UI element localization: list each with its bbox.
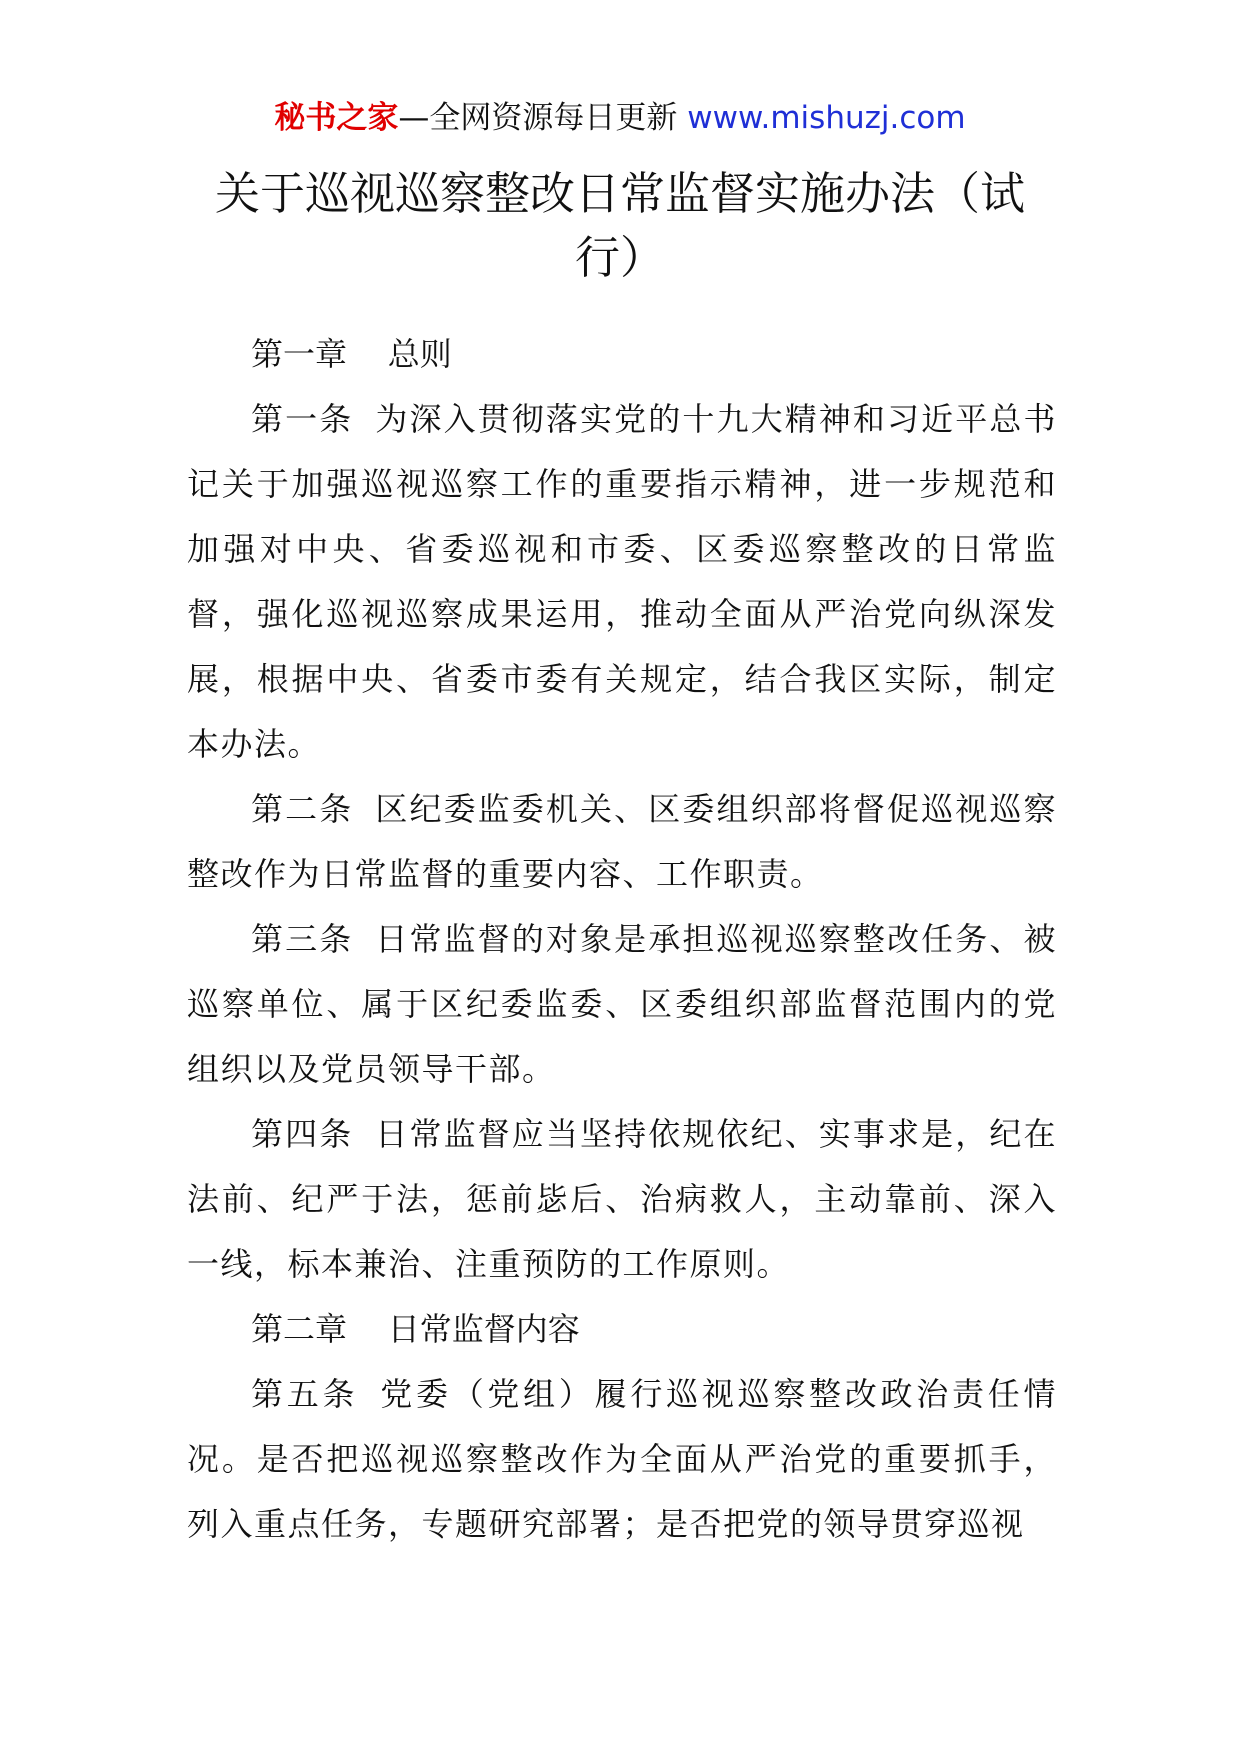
article-text: 日常监督应当坚持依规依纪、实事求是，纪在法前、纪严于法，惩前毖后、治病救人，主动靠前、深入一线，标本兼治、注重预防的工作原则。 bbox=[187, 1115, 1057, 1283]
article-text: 党委（党组）履行巡视巡察整改政治责任情况。是否把巡视巡察整改作为全面从严治党的重要抓手，列入重点任务，专题研究部署；是否把党的领导贯穿巡视 bbox=[187, 1375, 1057, 1543]
chapter-heading-2 bbox=[187, 1297, 1057, 1362]
chapter-title: 日常监督内容 bbox=[387, 1310, 580, 1348]
article-paragraph-4 bbox=[187, 1102, 1057, 1297]
article-label: 第一条 bbox=[251, 400, 354, 438]
site-brand: 秘书之家 bbox=[274, 100, 399, 136]
document-title-line-1: 关于巡视巡察整改日常监督实施办法（试 bbox=[214, 167, 1025, 220]
article-label: 第四条 bbox=[251, 1115, 354, 1153]
article-label: 第五条 bbox=[251, 1375, 359, 1413]
article-text: 区纪委监委机关、区委组织部将督促巡视巡察整改作为日常监督的重要内容、工作职责。 bbox=[187, 790, 1057, 893]
article-text: 为深入贯彻落实党的十九大精神和习近平总书记关于加强巡视巡察工作的重要指示精神，进一步规范和加强对中央、省委巡视和市委、区委巡察整改的日常监督，强化巡视巡察成果运用，推动全面从严治党向纵深发展，根据中央、省委市委有关规定，结合我区实际，制定本办法。 bbox=[187, 400, 1057, 763]
document-title bbox=[0, 162, 1240, 290]
chapter-label: 第一章 bbox=[251, 335, 348, 373]
document-title-line-2: 行） bbox=[574, 231, 665, 284]
chapter-label: 第二章 bbox=[251, 1310, 348, 1348]
site-url-link[interactable]: www.mishuzj.com bbox=[687, 100, 966, 136]
article-label: 第三条 bbox=[251, 920, 354, 958]
article-paragraph-1 bbox=[187, 387, 1057, 777]
article-paragraph-2 bbox=[187, 777, 1057, 907]
chapter-title: 总则 bbox=[387, 335, 452, 373]
article-paragraph-3 bbox=[187, 907, 1057, 1102]
site-slogan: —全网资源每日更新 bbox=[398, 100, 688, 136]
article-label: 第二条 bbox=[251, 790, 354, 828]
chapter-heading-1 bbox=[187, 322, 1057, 387]
article-paragraph-5 bbox=[187, 1362, 1057, 1557]
document-body bbox=[187, 322, 1057, 1557]
article-text: 日常监督的对象是承担巡视巡察整改任务、被巡察单位、属于区纪委监委、区委组织部监督范围内的党组织以及党员领导干部。 bbox=[187, 920, 1057, 1088]
site-header bbox=[0, 96, 1240, 140]
